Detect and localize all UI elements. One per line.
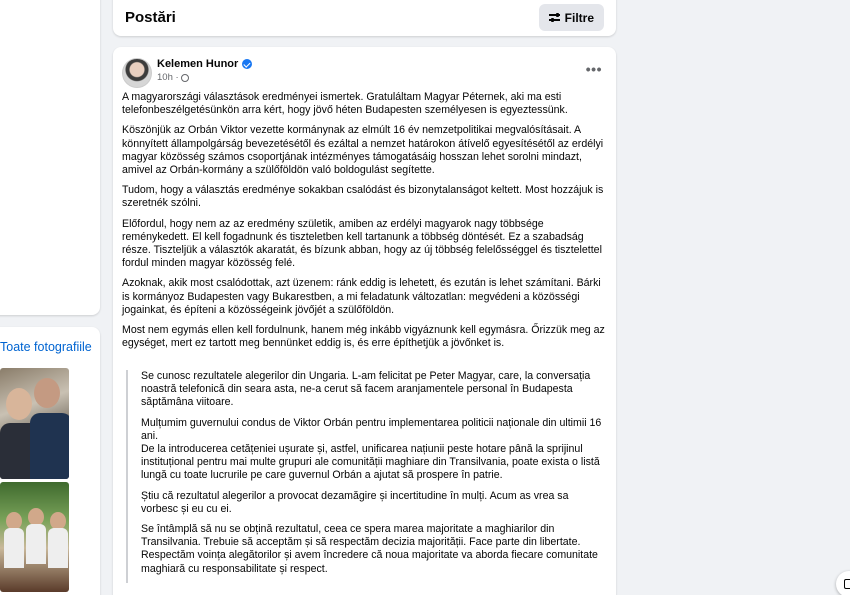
post-card [113,47,616,595]
new-message-icon[interactable] [836,571,850,595]
filter-button[interactable] [539,4,604,31]
quote-paragraph: Se cunosc rezultatele alegerilor din Ungaria. L-am felicitat pe Peter Magyar, care, la conversația noastră telefonică din seara asta, ne-a cerut să facem aranjamentele personal în Budapesta săptămâna viitoare. [141,370,591,409]
filter-icon [549,13,560,22]
all-photos-link[interactable]: Toate fotografiile [0,340,92,354]
verified-icon [242,59,252,69]
post-time[interactable]: 10h · [157,72,179,83]
post-paragraph: Köszönjük az Orbán Viktor vezette kormánynak az elmúlt 16 év nemzetpolitikai megvalósításait. A könnyített állampolgárság bevezetésétől és ezáltal a nemzet határokon átívelő egyesítésétől az erdélyi magyar közösség számos csoportjának intézményes támogatásáig hosszan lehet sorolni mindazt, amivel az Orbán-kormány a szülőföldön való boldogulást segítette. [122,124,604,177]
quote-paragraph: Știu că rezultatul alegerilor a provocat dezamăgire și incertitudine în mulți. Acum as vrea sa vorbesc și eu cu ei. [141,489,569,515]
post-paragraph: A magyarországi választások eredményei ismertek. Gratuláltam Magyar Péternek, aki ma esti telefonbeszélgetésünkön arra kért, hogy jövő héten Budapesten személyesen is egyeztessünk. [122,91,568,117]
translation-quote [126,370,606,583]
posts-header [113,0,616,36]
post-text [122,91,608,357]
photo-thumbnail[interactable] [0,482,69,592]
intro-card [0,0,100,315]
photos-card [0,327,100,595]
post-author [157,58,252,70]
posts-title: Postări [125,9,176,26]
quote-paragraph: Se întâmplă să nu se obțină rezultatul, ceea ce spera marea majoritate a maghiarilor din Transilvania. Trebuie să acceptăm și să respectăm decizia majorității. Face parte din libertate. Respectăm voința alegătorilor și avem încredere că noua majoritate va aborda fiecare comunitate maghiară cu responsabilitate și respect. [141,523,598,575]
post-paragraph: Azoknak, akik most csalódottak, azt üzenem: ránk eddig is lehetett, és ezután is lehet számítani. Bárki is kormányoz Budapesten vagy Bukarestben, a mi feladatunk változatlan: megvédeni a közösségi jogainkat, és építeni a közösségeink jövőjét a szülőföldön. [122,277,601,316]
post-meta [157,72,189,83]
post-paragraph: Most nem egymás ellen kell fordulnunk, hanem még inkább vigyáznunk kell egymásra. Őrizzük meg az egységet, mert ez tartott meg bennünket eddig is, és erre építhetjük a jövőnket is. [122,324,605,350]
filter-label: Filtre [564,10,594,25]
quote-paragraph: Mulțumim guvernului condus de Viktor Orbán pentru implementarea politicii naționale din ultimii 16 ani. [141,416,602,442]
post-paragraph: Tudom, hogy a választás eredménye sokakban csalódást és bizonytalanságot keltett. Most hozzájuk is szeretnék szólni. [122,184,604,210]
post-paragraph: Előfordul, hogy nem az az eredmény születik, amiben az erdélyi magyarok nagy többsége reménykedett. El kell fogadnunk és tiszteletben kell tartanunk a többség döntését. Ez a szabadság része. Tiszteljük a választók akaratát, és bízunk abban, hogy az új többség felelősséggel és tisztelettel fordul minden magyar közösség felé. [122,217,602,270]
photo-thumbnail[interactable] [0,368,69,479]
globe-icon [181,74,189,82]
author-name[interactable]: Kelemen Hunor [157,58,239,70]
more-icon[interactable]: ••• [585,61,602,77]
avatar[interactable] [122,58,152,88]
quote-paragraph: De la introducerea cetățeniei ușurate și, astfel, unificarea națiunii peste hotare până la sprijinul instituțional pentru mai multe grupuri ale comunității maghiare din Transilvania, poate exista o listă lungă cu toate lucrurile pe care guvernul Orbán a ajutat să prospere în patrie. [141,443,600,482]
